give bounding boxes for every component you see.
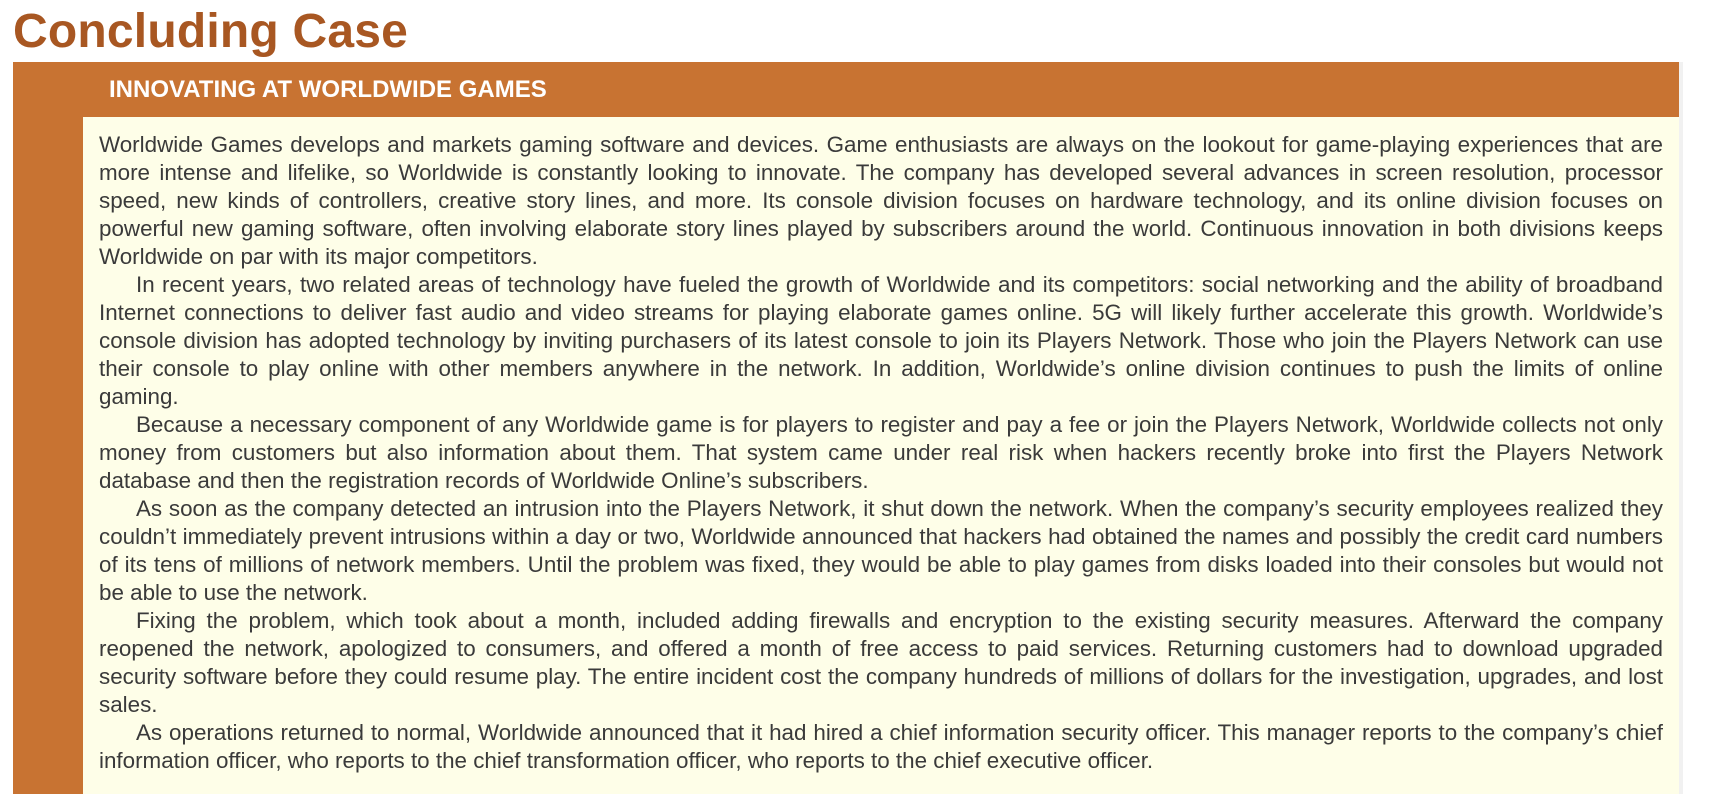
paragraph-5: Fixing the problem, which took about a month, included adding firewalls and encryption to the existing security measures. Afterward the company reopened the network, apologized to consumers, and offered a month of free access to paid services. Returning customers had to download upgraded security software before they could resume play. The entire incident cost the company hundreds of millions of dollars for the investigation, upgrades, and lost sales. — [99, 608, 1663, 717]
case-text — [99, 131, 1663, 775]
section-heading: Concluding Case — [13, 5, 409, 58]
case-box-header — [13, 62, 1679, 117]
paragraph-1: Worldwide Games develops and markets gaming software and devices. Game enthusiasts are always on the lookout for game-playing experiences that are more intense and lifelike, so Worldwide is constantly looking to innovate. The company has developed several advances in screen resolution, processor speed, new kinds of controllers, creative story lines, and more. Its console division focuses on hardware technology, and its online division focuses on powerful new gaming software, often involving elaborate story lines played by subscribers around the world. Continuous innovation in both divisions keeps Worldwide on par with its major competitors. — [99, 132, 1663, 269]
paragraph-4: As soon as the company detected an intrusion into the Players Network, it shut down the network. When the company’s security employees realized they couldn’t immediately prevent intrusions within a day or two, Worldwide announced that hackers had obtained the names and possibly the credit card numbers of its tens of millions of network members. Until the problem was fixed, they would be able to play games from disks loaded into their consoles but would not be able to use the network. — [99, 496, 1663, 605]
paragraph-3: Because a necessary component of any Worldwide game is for players to register and pay a fee or join the Players Network, Worldwide collects not only money from customers but also information about them. That system came under real risk when hackers recently broke into first the Players Network database and then the registration records of Worldwide Online’s subscribers. — [99, 412, 1663, 493]
paragraph-6: As operations returned to normal, Worldwide announced that it had hired a chief information security officer. This manager reports to the company’s chief information officer, who reports to the chief transformation officer, who reports to the chief executive officer. — [99, 720, 1663, 773]
case-box-left-bar — [13, 62, 83, 794]
case-box-right-edge — [1679, 62, 1683, 794]
case-title: INNOVATING AT WORLDWIDE GAMES — [109, 76, 547, 103]
paragraph-2: In recent years, two related areas of technology have fueled the growth of Worldwide and its competitors: social networking and the ability of broadband Internet connections to deliver fast audio and video streams for playing elaborate games online. 5G will likely further accelerate this growth. Worldwide’s console division has adopted technology by inviting purchasers of its latest console to join its Players Network. Those who join the Players Network can use their console to play online with other members anywhere in the network. In addition, Worldwide’s online division continues to push the limits of online gaming. — [99, 272, 1663, 409]
